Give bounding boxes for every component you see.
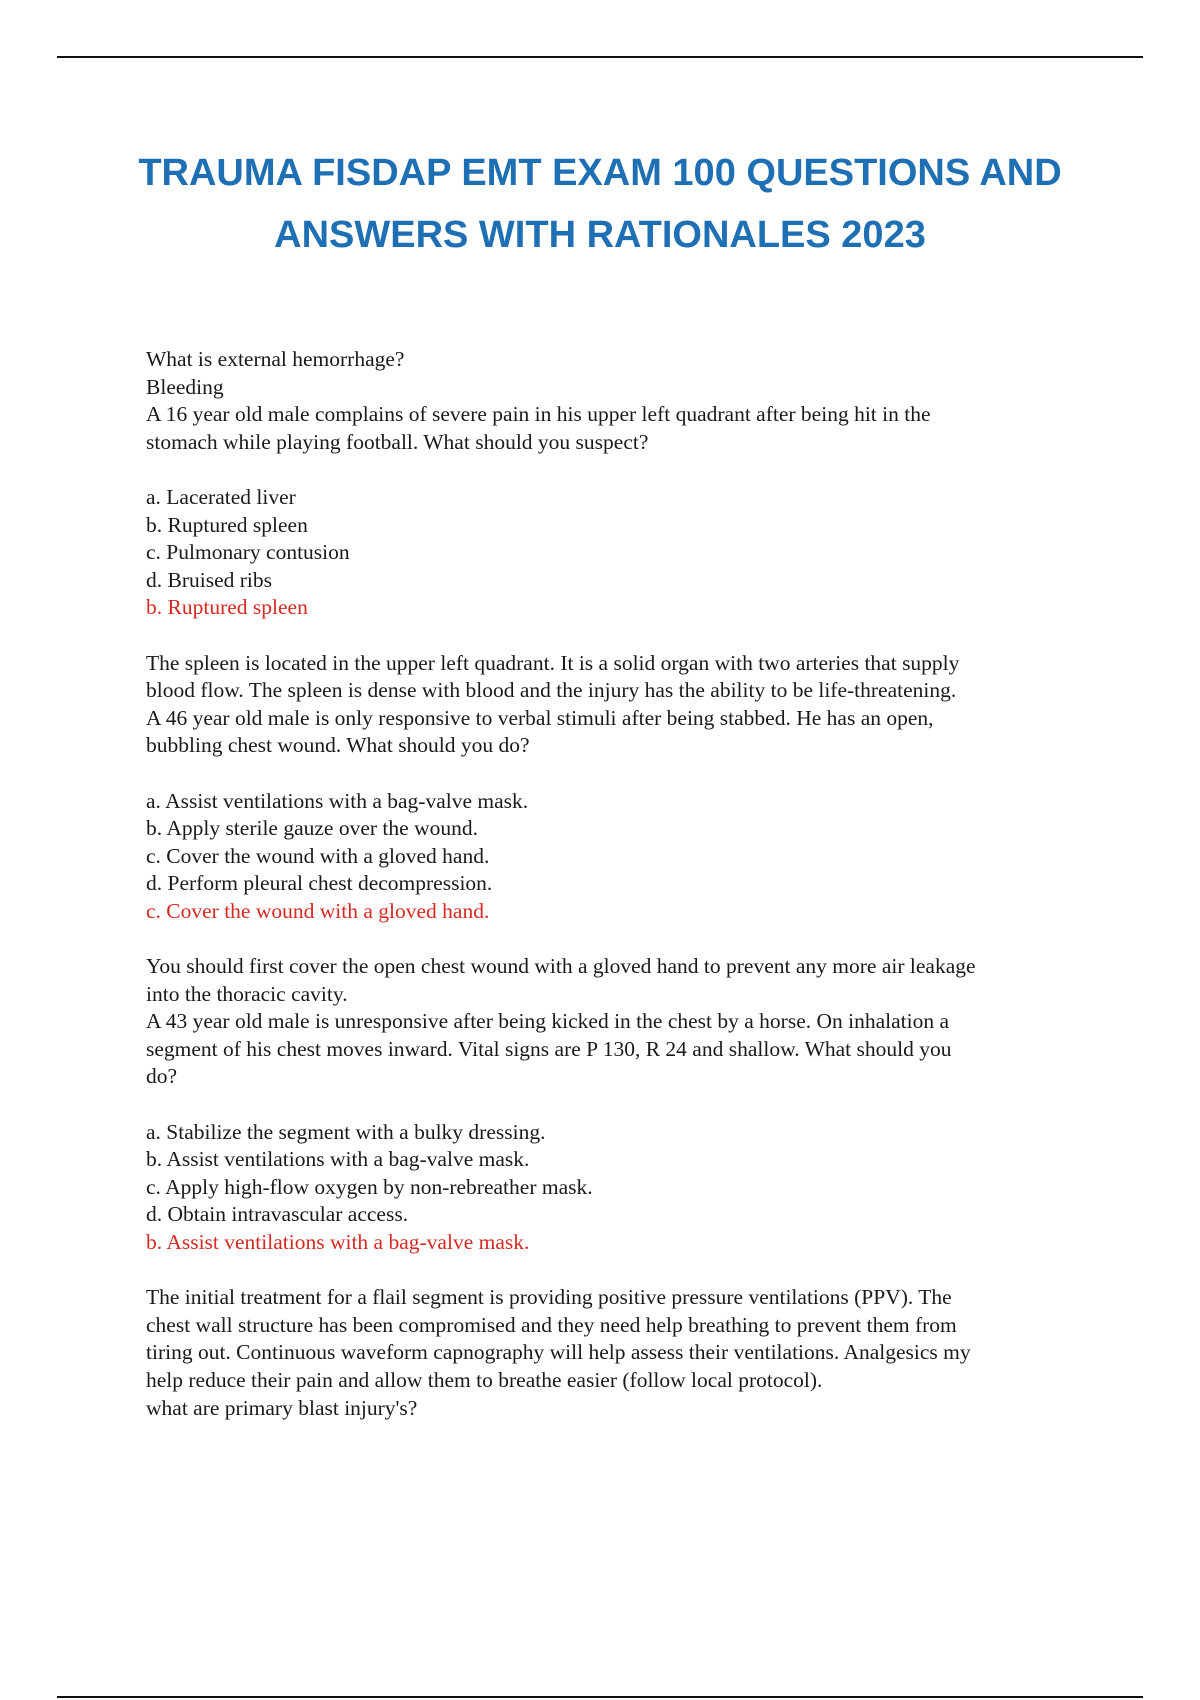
- question-2-text-line-2: stomach while playing football. What should you suspect?: [146, 429, 649, 454]
- spacer: [146, 925, 1106, 953]
- question-2-option-c: c. Pulmonary contusion: [146, 540, 350, 565]
- question-3-option-d: d. Perform pleural chest decompression.: [146, 871, 493, 896]
- question-4-text-line-1: A 43 year old male is unresponsive after being kicked in the chest by a horse. On inhalation a: [146, 1009, 950, 1034]
- question-3-option-a: a. Assist ventilations with a bag-valve mask.: [146, 788, 529, 813]
- question-1-answer: Bleeding: [146, 374, 224, 399]
- question-4-text-line-3: do?: [146, 1064, 178, 1089]
- question-1-text: What is external hemorrhage?: [146, 347, 405, 371]
- question-4-rationale-line-3: tiring out. Continuous waveform capnography will help assess their ventilations. Analgesics my: [146, 1340, 971, 1365]
- spacer: [146, 1091, 1106, 1119]
- question-2-option-b: b. Ruptured spleen: [146, 512, 308, 537]
- question-4-option-c: c. Apply high-flow oxygen by non-rebreather mask.: [146, 1174, 593, 1199]
- question-2-answer: b. Ruptured spleen: [146, 595, 308, 620]
- document-title: [100, 142, 1100, 266]
- question-2-text-line-1: A 16 year old male complains of severe pain in his upper left quadrant after being hit in the: [146, 402, 931, 427]
- question-3-option-b: b. Apply sterile gauze over the wound.: [146, 816, 478, 841]
- question-4-rationale-line-1: The initial treatment for a flail segment is providing positive pressure ventilations (PPV). The: [146, 1285, 952, 1310]
- question-4-option-b: b. Assist ventilations with a bag-valve mask.: [146, 1147, 530, 1172]
- question-2-rationale-line-1: The spleen is located in the upper left quadrant. It is a solid organ with two arteries that supply: [146, 650, 960, 675]
- top-divider: [57, 56, 1143, 58]
- question-3-option-c: c. Cover the wound with a gloved hand.: [146, 843, 490, 868]
- question-4-answer: b. Assist ventilations with a bag-valve mask.: [146, 1230, 530, 1254]
- question-3-answer: c. Cover the wound with a gloved hand.: [146, 898, 490, 923]
- spacer: [146, 456, 1106, 484]
- title-line-1: TRAUMA FISDAP EMT EXAM 100 QUESTIONS AND: [138, 152, 1062, 194]
- question-3-text-line-2: bubbling chest wound. What should you do?: [146, 733, 530, 758]
- question-5-text: what are primary blast injury's?: [146, 1395, 418, 1420]
- title-line-2: ANSWERS WITH RATIONALES 2023: [274, 214, 926, 256]
- question-3-rationale-line-1: You should first cover the open chest wound with a gloved hand to prevent any more air leakage: [146, 954, 976, 979]
- question-4-option-a: a. Stabilize the segment with a bulky dressing.: [146, 1119, 546, 1144]
- question-4-option-d: d. Obtain intravascular access.: [146, 1202, 409, 1227]
- question-3-text-line-1: A 46 year old male is only responsive to verbal stimuli after being stabbed. He has an open,: [146, 705, 934, 730]
- bottom-divider: [57, 1696, 1143, 1698]
- question-2-option-d: d. Bruised ribs: [146, 567, 273, 592]
- spacer: [146, 1257, 1106, 1285]
- spacer: [146, 760, 1106, 788]
- question-4-rationale-line-4: help reduce their pain and allow them to breathe easier (follow local protocol).: [146, 1367, 823, 1392]
- question-2-rationale-line-2: blood flow. The spleen is dense with blood and the injury has the ability to be life-threatening.: [146, 678, 957, 703]
- spacer: [146, 622, 1106, 650]
- document-body: [146, 346, 1106, 1422]
- question-4-rationale-line-2: chest wall structure has been compromised and they need help breathing to prevent them from: [146, 1312, 957, 1337]
- question-2-option-a: a. Lacerated liver: [146, 484, 296, 509]
- question-4-text-line-2: segment of his chest moves inward. Vital signs are P 130, R 24 and shallow. What should you: [146, 1036, 952, 1061]
- question-3-rationale-line-2: into the thoracic cavity.: [146, 981, 348, 1006]
